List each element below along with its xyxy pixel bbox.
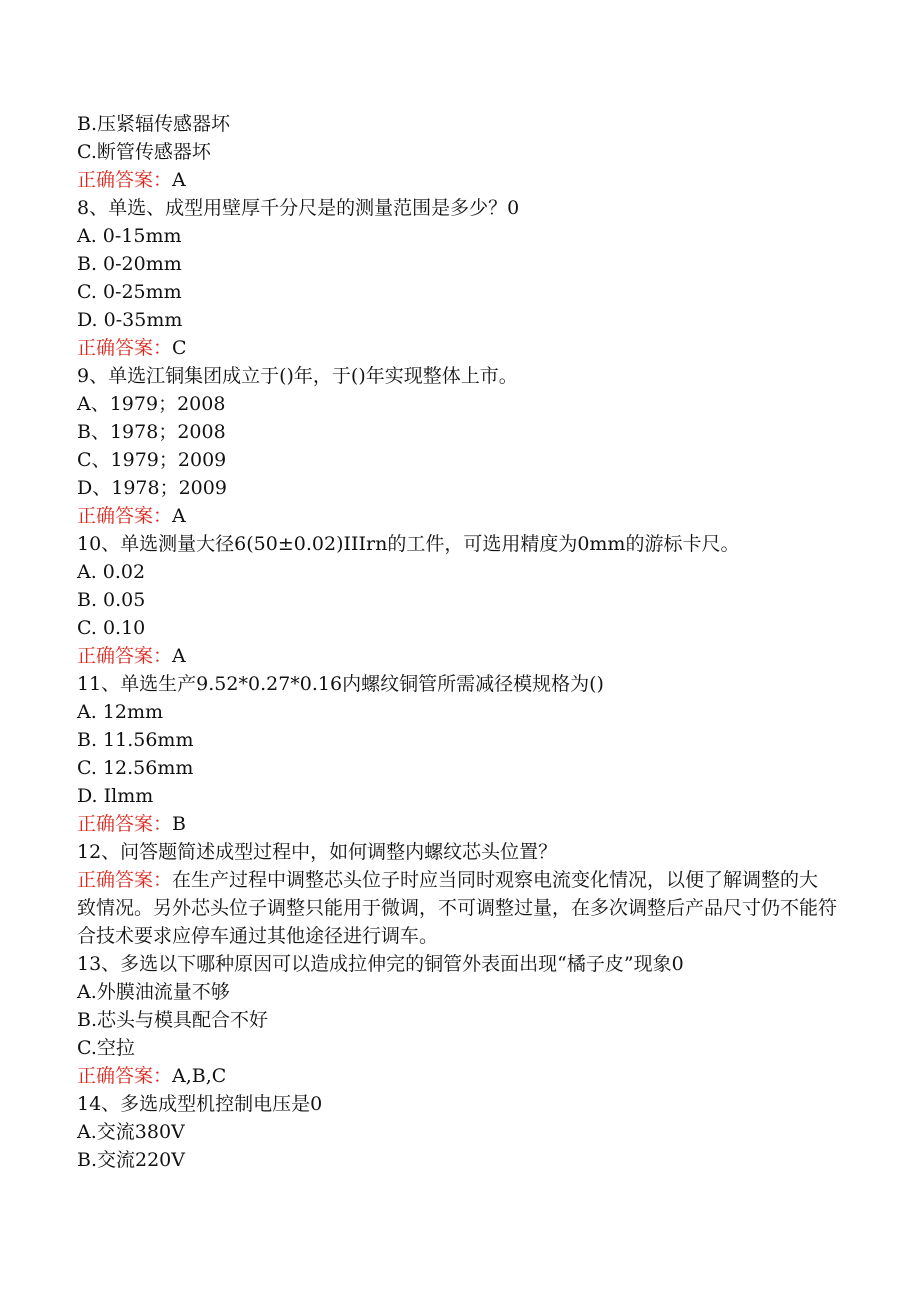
option-text: B.交流220V [77, 1149, 185, 1171]
answer-label: 正确答案： [77, 645, 173, 667]
option-text: C.空拉 [77, 1037, 135, 1059]
answer-value: C [172, 337, 187, 359]
question-text: 11、单选生产9.52*0.27*0.16内螺纹铜管所需减径模规格为() [77, 673, 604, 695]
option-text: B.压紧辐传感器坏 [77, 113, 231, 135]
option-text: D. Ilmm [77, 785, 154, 807]
option-text: A、1979；2008 [77, 393, 226, 415]
option-text: C. 0-25mm [77, 281, 182, 303]
answer-paragraph [77, 866, 837, 950]
question-text: 13、多选以下哪种原因可以造成拉伸完的铜管外表面出现“橘子皮”现象0 [77, 953, 684, 975]
answer-value: A [172, 645, 186, 667]
question-text: 10、单选测量大径6(50±0.02)IIIrn的工件，可选用精度为0mm的游标卡尺。 [77, 533, 740, 555]
answer-line [77, 1062, 837, 1090]
option-text: A.交流380V [77, 1121, 185, 1143]
option-text: A. 12mm [77, 701, 164, 723]
answer-value: A [172, 505, 186, 527]
option-text: A. 0-15mm [77, 225, 182, 247]
option-text: B.芯头与模具配合不好 [77, 1009, 269, 1031]
answer-line [77, 502, 837, 530]
option-text: B. 0.05 [77, 589, 146, 611]
option-text: C.断管传感器坏 [77, 141, 211, 163]
answer-label: 正确答案： [77, 505, 173, 527]
answer-label: 正确答案： [77, 169, 173, 191]
option-text: B. 11.56mm [77, 729, 194, 751]
answer-value: A [172, 169, 186, 191]
option-text: C、1979；2009 [77, 449, 227, 471]
answer-label: 正确答案： [77, 869, 173, 891]
answer-label: 正确答案： [77, 337, 173, 359]
option-text: C. 12.56mm [77, 757, 194, 779]
question-text: 9、单选江铜集团成立于()年，于()年实现整体上市。 [77, 365, 518, 387]
answer-line [77, 810, 837, 838]
option-text: A. 0.02 [77, 561, 146, 583]
answer-label: 正确答案： [77, 813, 173, 835]
question-text: 14、多选成型机控制电压是0 [77, 1093, 323, 1115]
question-text: 8、单选、成型用壁厚千分尺是的测量范围是多少？0 [77, 197, 520, 219]
option-text: D. 0-35mm [77, 309, 183, 331]
answer-line [77, 642, 837, 670]
option-text: A.外膜油流量不够 [77, 981, 230, 1003]
option-text: B. 0-20mm [77, 253, 182, 275]
answer-value: 在生产过程中调整芯头位子时应当同时观察电流变化情况，以便了解调整的大致情况。另外芯头位子调整只能用于微调，不可调整过量，在多次调整后产品尺寸仍不能符合技术要求应停车通过其他途径进行调车。 [77, 869, 838, 947]
question-text: 12、问答题简述成型过程中，如何调整内螺纹芯头位置？ [77, 841, 558, 863]
option-text: C. 0.10 [77, 617, 146, 639]
answer-line [77, 166, 837, 194]
option-text: D、1978；2009 [77, 477, 227, 499]
answer-label: 正确答案： [77, 1065, 173, 1087]
question-list [77, 110, 837, 1174]
answer-value: A,B,C [172, 1065, 227, 1087]
answer-value: B [172, 813, 186, 835]
option-text: B、1978；2008 [77, 421, 226, 443]
answer-line [77, 334, 837, 362]
